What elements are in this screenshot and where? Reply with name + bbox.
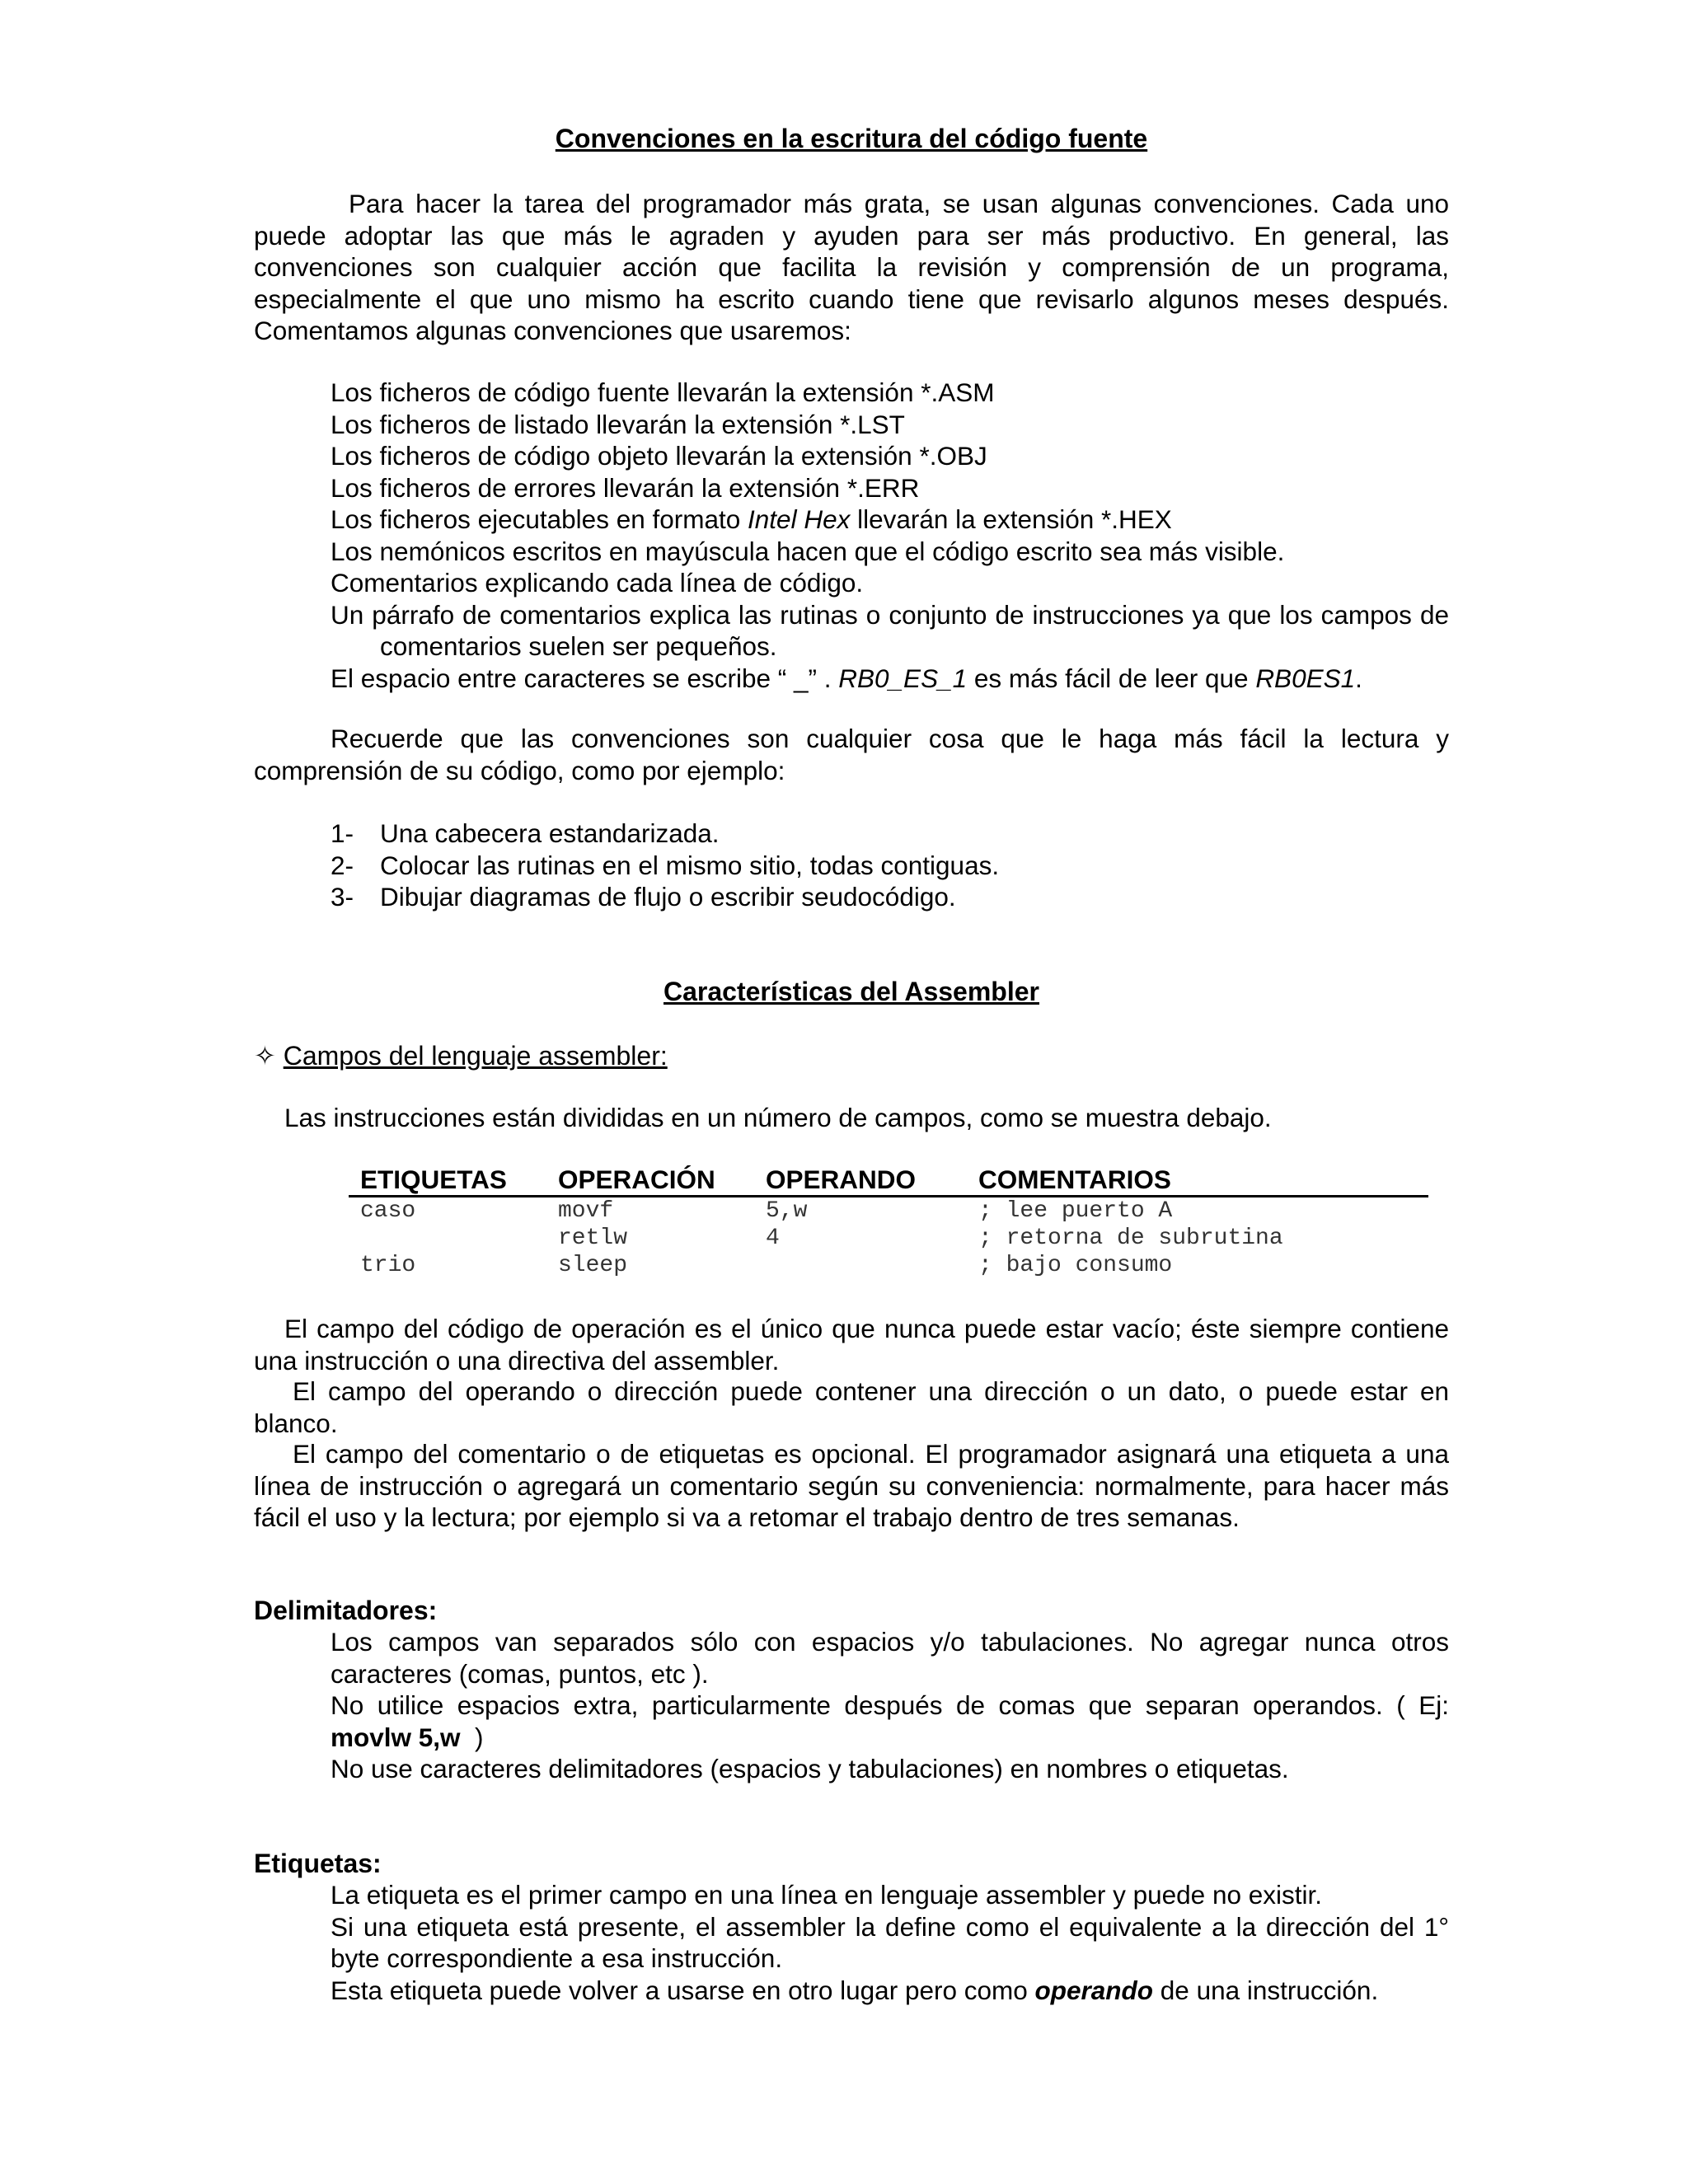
fields-heading [254, 1040, 668, 1071]
labels-line-1: La etiqueta es el primer campo en una línea en lenguaje assembler y puede no existir. [331, 1880, 1322, 1910]
sparkle-bullet-icon: ✧ [254, 1041, 276, 1071]
table-row [349, 1225, 1428, 1252]
convention-space [331, 663, 1449, 695]
delimiters-body [331, 1626, 1449, 1785]
table-header [349, 1164, 1428, 1197]
header-comments: COMENTARIOS [978, 1165, 1171, 1194]
header-labels: ETIQUETAS [360, 1165, 507, 1194]
delimiters-heading: Delimitadores: [254, 1596, 438, 1625]
intro-paragraph: Para hacer la tarea del programador más grata, se usan algunas convenciones. Cada uno puede adoptar las que más le agraden y ayuden para ser más productivo. En general, las convenciones son cualquier acción que facilita la revisión y comprensión de un programa, especialmente el que uno mismo ha escrito cuando tiene que revisarlo algunos meses después. Comentamos algunas convenciones que usaremos: [254, 189, 1449, 345]
convention-comments: Comentarios explicando cada línea de código. [331, 568, 864, 598]
delimiters-example-code: movlw 5,w [331, 1722, 461, 1752]
cell-label [360, 1225, 558, 1252]
numbered-item-number: 3- [331, 882, 354, 912]
convention-space-period: . [1355, 663, 1362, 693]
cell-comment: ; retorna de subrutina [978, 1226, 1283, 1251]
labels-body [331, 1879, 1449, 2006]
convention-asm: Los ficheros de código fuente llevarán la extensión *.ASM [331, 377, 995, 407]
convention-obj: Los ficheros de código objeto llevarán la extensión *.OBJ [331, 441, 987, 471]
numbered-item-number: 1- [331, 818, 354, 848]
comment-paragraph: El campo del comentario o de etiquetas es opcional. El programador asignará una etiqueta a una línea de instrucción o agregará un comentario según su conveniencia: normalmente, para hacer más fácil el uso y la lectura; por ejemplo si va a retomar el trabajo dentro de tres semanas. [254, 1439, 1449, 1532]
cell-comment: ; bajo consumo [978, 1253, 1173, 1278]
cell-operand: 5,w [766, 1198, 808, 1224]
cell-operation: retlw [558, 1226, 628, 1251]
numbered-item-text: Colocar las rutinas en el mismo sitio, todas contiguas. [380, 850, 1000, 880]
numbered-item-2 [331, 850, 1449, 882]
cell-operand [766, 1252, 978, 1279]
delimiters-line-1: Los campos van separados sólo con espacios y/o tabulaciones. No agregar nunca otros caracteres (comas, puntos, etc ). [331, 1627, 1449, 1689]
delimiters-line-3: No use caracteres delimitadores (espacios y tabulaciones) en nombres o etiquetas. [331, 1754, 1289, 1783]
reminder-paragraph: Recuerde que las convenciones son cualquier cosa que le haga más fácil la lectura y comprensión de su código, como por ejemplo: [254, 724, 1449, 785]
conventions-list [331, 377, 1449, 694]
section-title-conventions: Convenciones en la escritura del código fuente [555, 124, 1148, 153]
numbered-item-3 [331, 881, 1449, 913]
cell-label: caso [360, 1198, 416, 1224]
numbered-item-text: Una cabecera estandarizada. [380, 818, 720, 848]
header-operand: OPERANDO [766, 1165, 917, 1194]
cell-operand: 4 [766, 1226, 780, 1251]
operand-paragraph: El campo del operando o dirección puede contener una dirección o un dato, o puede estar en blanco. [254, 1376, 1449, 1438]
header-operation: OPERACIÓN [558, 1165, 715, 1194]
convention-lst: Los ficheros de listado llevarán la extensión *.LST [331, 409, 905, 439]
cell-operation: movf [558, 1198, 614, 1224]
cell-comment: ; lee puerto A [978, 1198, 1173, 1224]
delimiters-line-2-end: ) [460, 1722, 484, 1752]
numbered-item-1 [331, 818, 1449, 850]
section-title-assembler: Características del Assembler [663, 977, 1039, 1006]
convention-space-example2: RB0ES1 [1255, 663, 1356, 693]
convention-hex-text: Los ficheros ejecutables en formato [331, 504, 748, 534]
labels-line-3-end: de una instrucción. [1153, 1975, 1379, 2005]
labels-operand-emphasis: operando [1034, 1975, 1154, 2005]
delimiters-line-2-text: No utilice espacios extra, particularmente después de comas que separan operandos. ( Ej: [331, 1690, 1449, 1720]
table-row [349, 1197, 1428, 1225]
labels-line-3-text: Esta etiqueta puede volver a usarse en otro lugar pero como [331, 1975, 1035, 2005]
cell-label: trio [360, 1253, 416, 1278]
labels-line-3 [331, 1975, 1449, 2007]
table-row [349, 1252, 1428, 1279]
convention-hex-text-end: llevarán la extensión *.HEX [850, 504, 1172, 534]
numbered-item-number: 2- [331, 850, 354, 880]
convention-hex-italic: Intel Hex [748, 504, 851, 534]
numbered-item-text: Dibujar diagramas de flujo o escribir seudocódigo. [380, 882, 956, 912]
assembler-fields-table [349, 1164, 1428, 1279]
labels-line-2: Si una etiqueta está presente, el assembler la define como el equivalente a la dirección del 1° byte correspondiente a esa instrucción. [331, 1911, 1449, 1973]
labels-heading: Etiquetas: [254, 1849, 382, 1878]
convention-space-text-mid: es más fácil de leer que [967, 663, 1256, 693]
convention-mnemonics: Los nemónicos escritos en mayúscula hacen que el código escrito sea más visible. [331, 536, 1285, 566]
convention-space-example1: RB0_ES_1 [838, 663, 968, 693]
fields-intro: Las instrucciones están divididas en un número de campos, como se muestra debajo. [284, 1103, 1272, 1132]
numbered-list [331, 818, 1449, 913]
convention-space-text: El espacio entre caracteres se escribe “ _” . [331, 663, 839, 693]
cell-operation: sleep [558, 1253, 628, 1278]
convention-hex [331, 504, 1449, 536]
delimiters-line-2 [331, 1690, 1449, 1753]
opcode-paragraph: El campo del código de operación es el único que nunca puede estar vacío; éste siempre contiene una instrucción o una directiva del assembler. [254, 1314, 1449, 1376]
convention-err: Los ficheros de errores llevarán la extensión *.ERR [331, 472, 920, 503]
convention-paragraph: Un párrafo de comentarios explica las rutinas o conjunto de instrucciones ya que los campos de comentarios suelen ser pequeños. [331, 599, 1449, 661]
fields-heading-text: Campos del lenguaje assembler: [283, 1041, 668, 1071]
